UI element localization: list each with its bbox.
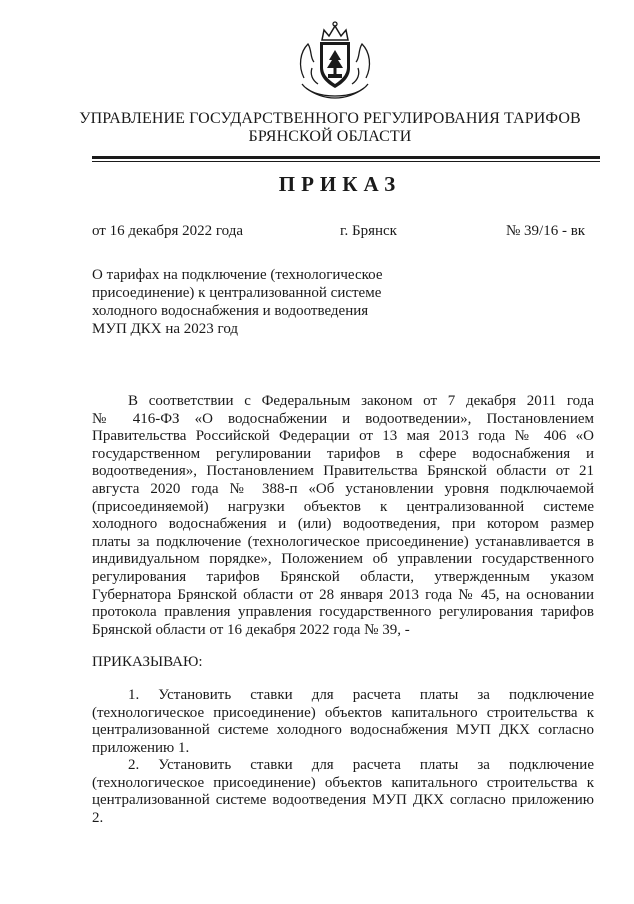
coat-of-arms-icon (294, 18, 376, 100)
organization-name-line-2: БРЯНСКОЙ ОБЛАСТИ (248, 128, 412, 145)
header-divider-thin (92, 161, 600, 162)
order-item-line: 2. (92, 809, 104, 826)
organization-name-line-1: УПРАВЛЕНИЕ ГОСУДАРСТВЕННОГО РЕГУЛИРОВАНИЯ ТАРИФОВ (79, 110, 581, 127)
preamble-paragraph (92, 393, 594, 639)
preamble-line: Правительства Российской Федерации от 13 мая 2013 года № 406 «О (92, 428, 594, 445)
subject-line: О тарифах на подключение (технологическое (92, 267, 383, 283)
preamble-line: Брянской области от 16 декабря 2022 года № 39, - (92, 621, 410, 638)
order-directive: ПРИКАЗЫВАЮ: (92, 654, 203, 670)
order-subject (92, 266, 412, 338)
preamble-line: платы за подключение (технологическое присоединение) устанавливается в (92, 533, 594, 550)
preamble-line: Губернатора Брянской области от 28 января 2013 года № 45, на основании (92, 586, 594, 603)
preamble-line: протокола правления управления государственного регулирования тарифов (92, 604, 594, 621)
order-city: г. Брянск (340, 223, 397, 239)
document-title: ПРИКАЗ (278, 172, 402, 196)
order-item-line: централизованной системе холодного водоснабжения МУП ДКХ согласно (92, 722, 594, 739)
order-number: № 39/16 - вк (506, 223, 586, 239)
order-item-2 (92, 757, 594, 827)
order-item-line: приложению 1. (92, 739, 190, 756)
organization-name (60, 110, 600, 146)
preamble-line: августа 2020 года № 388-п «Об установлении уровня подключаемой (92, 480, 594, 497)
preamble-line: холодного водоснабжения и (или) водоотведения, при котором размер (92, 516, 594, 533)
preamble-line: индивидуальном порядке», Положением об управлении государственного (92, 551, 594, 568)
preamble-line: В соответствии с Федеральным законом от 7 декабря 2011 года (128, 393, 594, 409)
order-item-line: 1. Установить ставки для расчета платы за подключение (128, 687, 594, 703)
subject-line: присоединение) к централизованной системе (92, 285, 382, 301)
preamble-line: регулирования тарифов Брянской области, утвержденным указом (92, 568, 594, 585)
subject-line: холодного водоснабжения и водоотведения (92, 303, 369, 319)
order-date: от 16 декабря 2022 года (92, 223, 244, 239)
preamble-line: государственном регулировании тарифов в сфере водоснабжения и (92, 445, 594, 462)
preamble-line: водоотведения», Постановлением Правительства Брянской области от 21 (92, 463, 594, 480)
subject-line: МУП ДКХ на 2023 год (92, 321, 239, 337)
preamble-line: (присоединяемой) нагрузки объектов к централизованной системе (92, 498, 594, 515)
header-divider-thick (92, 156, 600, 159)
order-item-line: (технологическое присоединение) объектов капитального строительства к (92, 704, 594, 721)
order-item-1 (92, 687, 594, 757)
preamble-line: № 416-ФЗ «О водоснабжении и водоотведении», Постановлением (92, 410, 594, 427)
order-item-line: (технологическое присоединение) объектов капитального строительства к (92, 774, 594, 791)
order-item-line: 2. Установить ставки для расчета платы за подключение (128, 757, 594, 773)
order-item-line: централизованной системе водоотведения МУП ДКХ согласно приложению (92, 792, 594, 809)
